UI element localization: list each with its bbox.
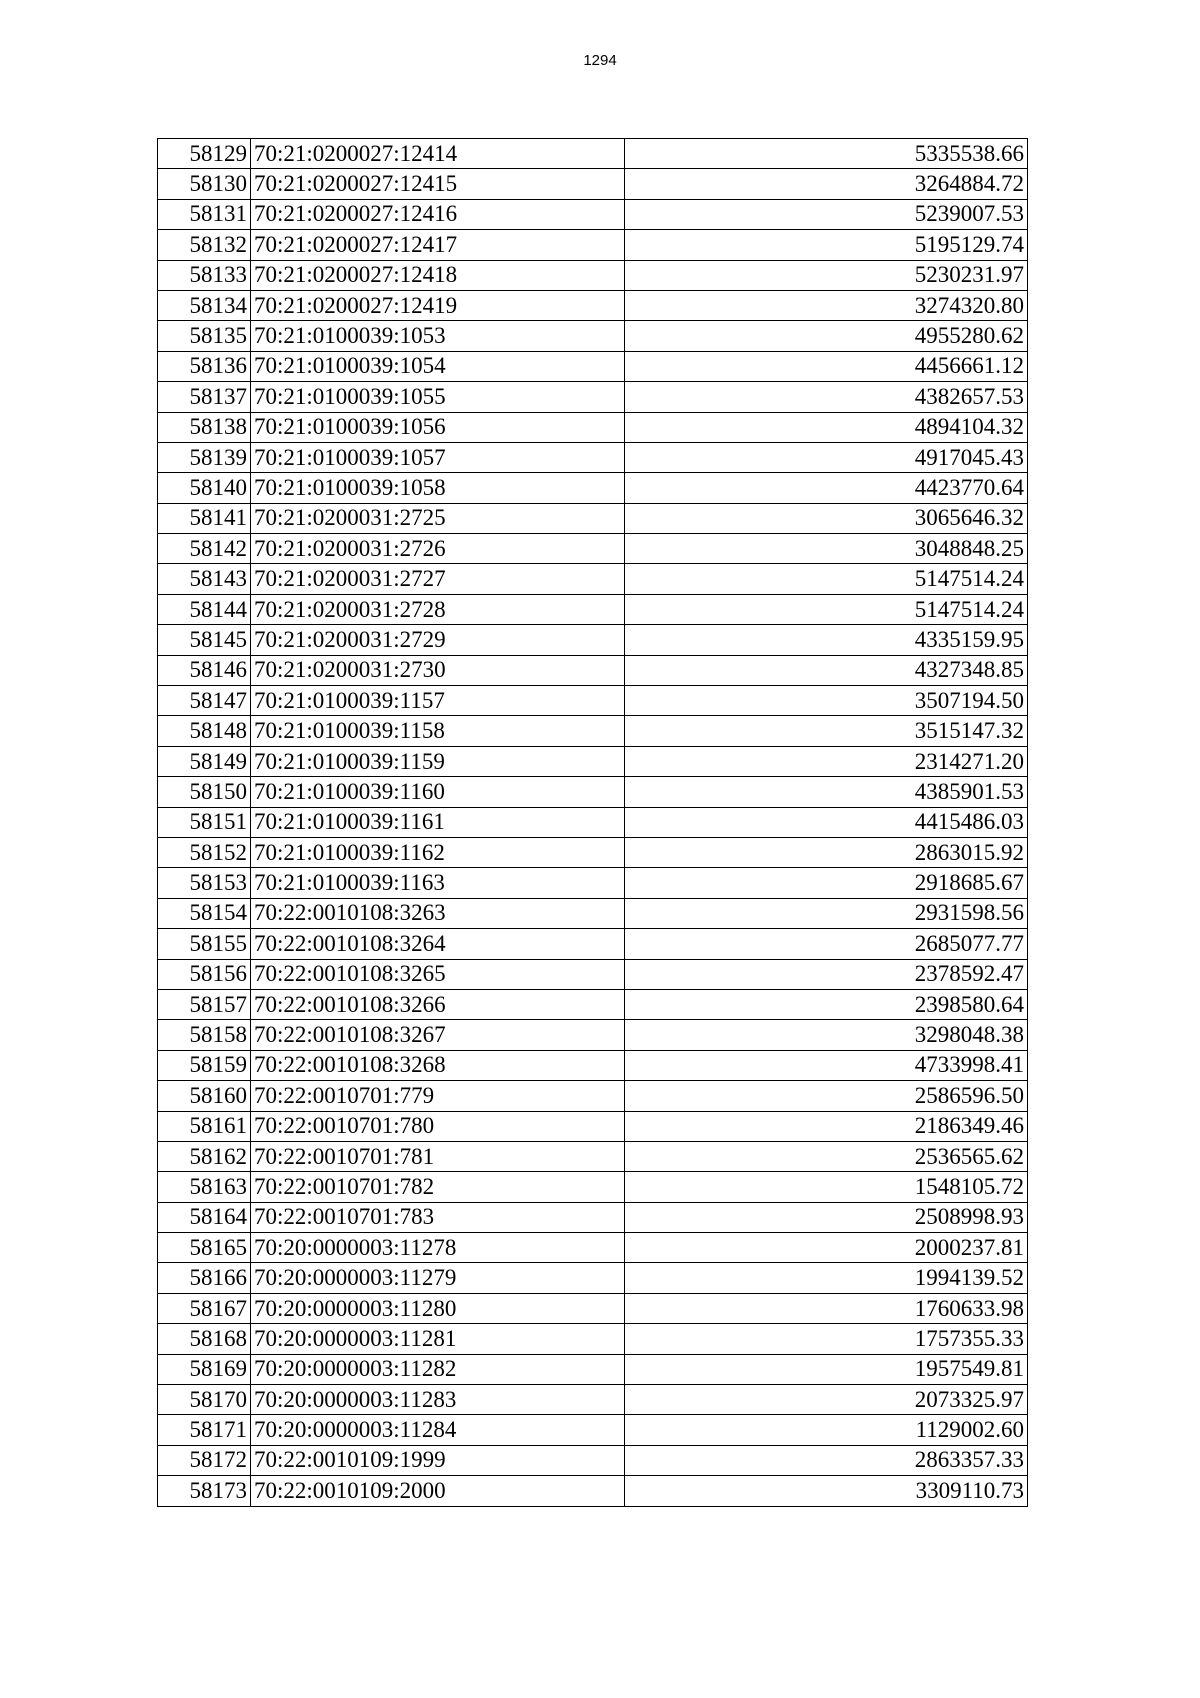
table-row <box>158 655 1028 685</box>
cadastral-number-cell: 70:21:0100039:1057 <box>251 442 625 472</box>
row-number-cell: 58165 <box>158 1233 251 1263</box>
row-number-cell: 58140 <box>158 473 251 503</box>
cadastral-number-cell: 70:22:0010701:780 <box>251 1111 625 1141</box>
cadastral-number-cell: 70:21:0100039:1054 <box>251 351 625 381</box>
table-row <box>158 1202 1028 1232</box>
table-row <box>158 473 1028 503</box>
table-row <box>158 442 1028 472</box>
row-number-cell: 58138 <box>158 412 251 442</box>
row-number-cell: 58169 <box>158 1354 251 1384</box>
cadastral-value-cell: 4894104.32 <box>625 412 1028 442</box>
table-row <box>158 989 1028 1019</box>
row-number-cell: 58155 <box>158 929 251 959</box>
cadastral-value-cell: 5230231.97 <box>625 260 1028 290</box>
row-number-cell: 58143 <box>158 564 251 594</box>
table-row <box>158 139 1028 169</box>
cadastral-value-cell: 1129002.60 <box>625 1415 1028 1445</box>
cadastral-number-cell: 70:20:0000003:11279 <box>251 1263 625 1293</box>
table-row <box>158 716 1028 746</box>
table-row <box>158 503 1028 533</box>
table-row <box>158 564 1028 594</box>
row-number-cell: 58161 <box>158 1111 251 1141</box>
cadastral-value-cell: 3048848.25 <box>625 534 1028 564</box>
cadastral-number-cell: 70:20:0000003:11284 <box>251 1415 625 1445</box>
row-number-cell: 58156 <box>158 959 251 989</box>
table-row <box>158 412 1028 442</box>
row-number-cell: 58141 <box>158 503 251 533</box>
cadastral-value-cell: 5147514.24 <box>625 594 1028 624</box>
row-number-cell: 58146 <box>158 655 251 685</box>
row-number-cell: 58154 <box>158 898 251 928</box>
cadastral-value-cell: 4385901.53 <box>625 777 1028 807</box>
cadastral-value-cell: 3309110.73 <box>625 1476 1028 1506</box>
cadastral-value-cell: 1757355.33 <box>625 1324 1028 1354</box>
row-number-cell: 58163 <box>158 1172 251 1202</box>
cadastral-value-cell: 5147514.24 <box>625 564 1028 594</box>
cadastral-value-cell: 1994139.52 <box>625 1263 1028 1293</box>
cadastral-number-cell: 70:22:0010109:1999 <box>251 1445 625 1475</box>
cadastral-number-cell: 70:21:0200027:12417 <box>251 230 625 260</box>
table-row <box>158 382 1028 412</box>
cadastral-number-cell: 70:22:0010108:3263 <box>251 898 625 928</box>
table-row <box>158 746 1028 776</box>
row-number-cell: 58170 <box>158 1385 251 1415</box>
cadastral-value-cell: 2863015.92 <box>625 837 1028 867</box>
row-number-cell: 58130 <box>158 169 251 199</box>
cadastral-value-cell: 3515147.32 <box>625 716 1028 746</box>
table-row <box>158 1050 1028 1080</box>
cadastral-number-cell: 70:21:0200027:12416 <box>251 199 625 229</box>
cadastral-number-cell: 70:21:0200031:2725 <box>251 503 625 533</box>
cadastral-number-cell: 70:22:0010701:781 <box>251 1141 625 1171</box>
table-row <box>158 777 1028 807</box>
row-number-cell: 58148 <box>158 716 251 746</box>
cadastral-number-cell: 70:22:0010701:779 <box>251 1081 625 1111</box>
cadastral-value-cell: 4382657.53 <box>625 382 1028 412</box>
row-number-cell: 58172 <box>158 1445 251 1475</box>
table-row <box>158 1263 1028 1293</box>
row-number-cell: 58134 <box>158 290 251 320</box>
cadastral-value-cell: 2536565.62 <box>625 1141 1028 1171</box>
row-number-cell: 58159 <box>158 1050 251 1080</box>
row-number-cell: 58162 <box>158 1141 251 1171</box>
row-number-cell: 58166 <box>158 1263 251 1293</box>
cadastral-value-cell: 4955280.62 <box>625 321 1028 351</box>
row-number-cell: 58149 <box>158 746 251 776</box>
row-number-cell: 58129 <box>158 139 251 169</box>
cadastral-number-cell: 70:21:0100039:1056 <box>251 412 625 442</box>
cadastral-number-cell: 70:21:0100039:1163 <box>251 868 625 898</box>
cadastral-value-cell: 4456661.12 <box>625 351 1028 381</box>
cadastral-number-cell: 70:21:0200027:12418 <box>251 260 625 290</box>
cadastral-number-cell: 70:21:0200031:2728 <box>251 594 625 624</box>
cadastral-number-cell: 70:21:0100039:1058 <box>251 473 625 503</box>
cadastral-value-cell: 5195129.74 <box>625 230 1028 260</box>
row-number-cell: 58145 <box>158 625 251 655</box>
table-row <box>158 1354 1028 1384</box>
cadastral-value-cell: 2931598.56 <box>625 898 1028 928</box>
cadastral-number-cell: 70:22:0010108:3266 <box>251 989 625 1019</box>
cadastral-value-cell: 2586596.50 <box>625 1081 1028 1111</box>
cadastral-value-cell: 5335538.66 <box>625 139 1028 169</box>
table-row <box>158 1081 1028 1111</box>
cadastral-value-cell: 3298048.38 <box>625 1020 1028 1050</box>
table-body <box>158 139 1028 1507</box>
table-row <box>158 260 1028 290</box>
table-row <box>158 898 1028 928</box>
cadastral-number-cell: 70:22:0010701:783 <box>251 1202 625 1232</box>
row-number-cell: 58167 <box>158 1293 251 1323</box>
row-number-cell: 58132 <box>158 230 251 260</box>
cadastral-value-cell: 4335159.95 <box>625 625 1028 655</box>
cadastral-number-cell: 70:20:0000003:11281 <box>251 1324 625 1354</box>
cadastral-value-cell: 4327348.85 <box>625 655 1028 685</box>
cadastral-value-cell: 3507194.50 <box>625 686 1028 716</box>
cadastral-value-cell: 2863357.33 <box>625 1445 1028 1475</box>
row-number-cell: 58150 <box>158 777 251 807</box>
cadastral-number-cell: 70:21:0100039:1161 <box>251 807 625 837</box>
table-row <box>158 1172 1028 1202</box>
cadastral-number-cell: 70:22:0010108:3268 <box>251 1050 625 1080</box>
row-number-cell: 58158 <box>158 1020 251 1050</box>
cadastral-value-cell: 1957549.81 <box>625 1354 1028 1384</box>
table-row <box>158 1293 1028 1323</box>
table-row <box>158 686 1028 716</box>
cadastral-number-cell: 70:21:0100039:1055 <box>251 382 625 412</box>
row-number-cell: 58136 <box>158 351 251 381</box>
cadastral-number-cell: 70:21:0100039:1162 <box>251 837 625 867</box>
table-row <box>158 290 1028 320</box>
cadastral-number-cell: 70:21:0200027:12414 <box>251 139 625 169</box>
table-row <box>158 199 1028 229</box>
cadastral-value-cell: 1548105.72 <box>625 1172 1028 1202</box>
table-row <box>158 807 1028 837</box>
table-row <box>158 351 1028 381</box>
row-number-cell: 58142 <box>158 534 251 564</box>
cadastral-value-cell: 5239007.53 <box>625 199 1028 229</box>
cadastral-number-cell: 70:20:0000003:11283 <box>251 1385 625 1415</box>
row-number-cell: 58133 <box>158 260 251 290</box>
table-row <box>158 1415 1028 1445</box>
table-row <box>158 1141 1028 1171</box>
table-row <box>158 1445 1028 1475</box>
cadastral-number-cell: 70:21:0200031:2730 <box>251 655 625 685</box>
table-row <box>158 1233 1028 1263</box>
table-row <box>158 868 1028 898</box>
cadastral-value-cell: 1760633.98 <box>625 1293 1028 1323</box>
cadastral-number-cell: 70:22:0010108:3267 <box>251 1020 625 1050</box>
row-number-cell: 58160 <box>158 1081 251 1111</box>
cadastral-value-cell: 2378592.47 <box>625 959 1028 989</box>
cadastral-value-cell: 2314271.20 <box>625 746 1028 776</box>
table-row <box>158 1111 1028 1141</box>
cadastral-value-cell: 3264884.72 <box>625 169 1028 199</box>
row-number-cell: 58137 <box>158 382 251 412</box>
cadastral-number-cell: 70:20:0000003:11278 <box>251 1233 625 1263</box>
cadastral-number-cell: 70:21:0100039:1158 <box>251 716 625 746</box>
cadastral-value-cell: 4733998.41 <box>625 1050 1028 1080</box>
cadastral-value-cell: 2186349.46 <box>625 1111 1028 1141</box>
cadastral-value-cell: 4415486.03 <box>625 807 1028 837</box>
table-row <box>158 837 1028 867</box>
cadastral-number-cell: 70:21:0200027:12415 <box>251 169 625 199</box>
cadastral-number-cell: 70:22:0010701:782 <box>251 1172 625 1202</box>
cadastral-number-cell: 70:21:0100039:1053 <box>251 321 625 351</box>
cadastral-value-cell: 2398580.64 <box>625 989 1028 1019</box>
cadastral-value-cell: 2918685.67 <box>625 868 1028 898</box>
cadastral-number-cell: 70:22:0010109:2000 <box>251 1476 625 1506</box>
row-number-cell: 58164 <box>158 1202 251 1232</box>
row-number-cell: 58139 <box>158 442 251 472</box>
cadastral-value-cell: 4917045.43 <box>625 442 1028 472</box>
cadastral-number-cell: 70:22:0010108:3265 <box>251 959 625 989</box>
row-number-cell: 58135 <box>158 321 251 351</box>
cadastral-value-cell: 2000237.81 <box>625 1233 1028 1263</box>
cadastral-value-cell: 3274320.80 <box>625 290 1028 320</box>
row-number-cell: 58157 <box>158 989 251 1019</box>
table-row <box>158 321 1028 351</box>
row-number-cell: 58153 <box>158 868 251 898</box>
table-row <box>158 1324 1028 1354</box>
table-row <box>158 230 1028 260</box>
cadastral-number-cell: 70:20:0000003:11280 <box>251 1293 625 1323</box>
table-row <box>158 1476 1028 1506</box>
cadastral-number-cell: 70:21:0100039:1157 <box>251 686 625 716</box>
table-row <box>158 625 1028 655</box>
cadastral-number-cell: 70:20:0000003:11282 <box>251 1354 625 1384</box>
row-number-cell: 58171 <box>158 1415 251 1445</box>
cadastral-value-cell: 2508998.93 <box>625 1202 1028 1232</box>
cadastral-value-cell: 3065646.32 <box>625 503 1028 533</box>
cadastral-number-cell: 70:22:0010108:3264 <box>251 929 625 959</box>
table-row <box>158 929 1028 959</box>
table-row <box>158 169 1028 199</box>
row-number-cell: 58168 <box>158 1324 251 1354</box>
row-number-cell: 58173 <box>158 1476 251 1506</box>
page-number: 1294 <box>583 52 617 69</box>
row-number-cell: 58151 <box>158 807 251 837</box>
cadastral-number-cell: 70:21:0100039:1159 <box>251 746 625 776</box>
cadastral-number-cell: 70:21:0200031:2727 <box>251 564 625 594</box>
table-row <box>158 1385 1028 1415</box>
row-number-cell: 58144 <box>158 594 251 624</box>
cadastral-value-table <box>157 138 1028 1507</box>
table-row <box>158 1020 1028 1050</box>
cadastral-number-cell: 70:21:0200027:12419 <box>251 290 625 320</box>
cadastral-value-cell: 2073325.97 <box>625 1385 1028 1415</box>
row-number-cell: 58131 <box>158 199 251 229</box>
table-row <box>158 534 1028 564</box>
row-number-cell: 58147 <box>158 686 251 716</box>
table-row <box>158 594 1028 624</box>
cadastral-number-cell: 70:21:0100039:1160 <box>251 777 625 807</box>
row-number-cell: 58152 <box>158 837 251 867</box>
cadastral-number-cell: 70:21:0200031:2729 <box>251 625 625 655</box>
table-row <box>158 959 1028 989</box>
cadastral-value-cell: 4423770.64 <box>625 473 1028 503</box>
cadastral-value-cell: 2685077.77 <box>625 929 1028 959</box>
cadastral-number-cell: 70:21:0200031:2726 <box>251 534 625 564</box>
